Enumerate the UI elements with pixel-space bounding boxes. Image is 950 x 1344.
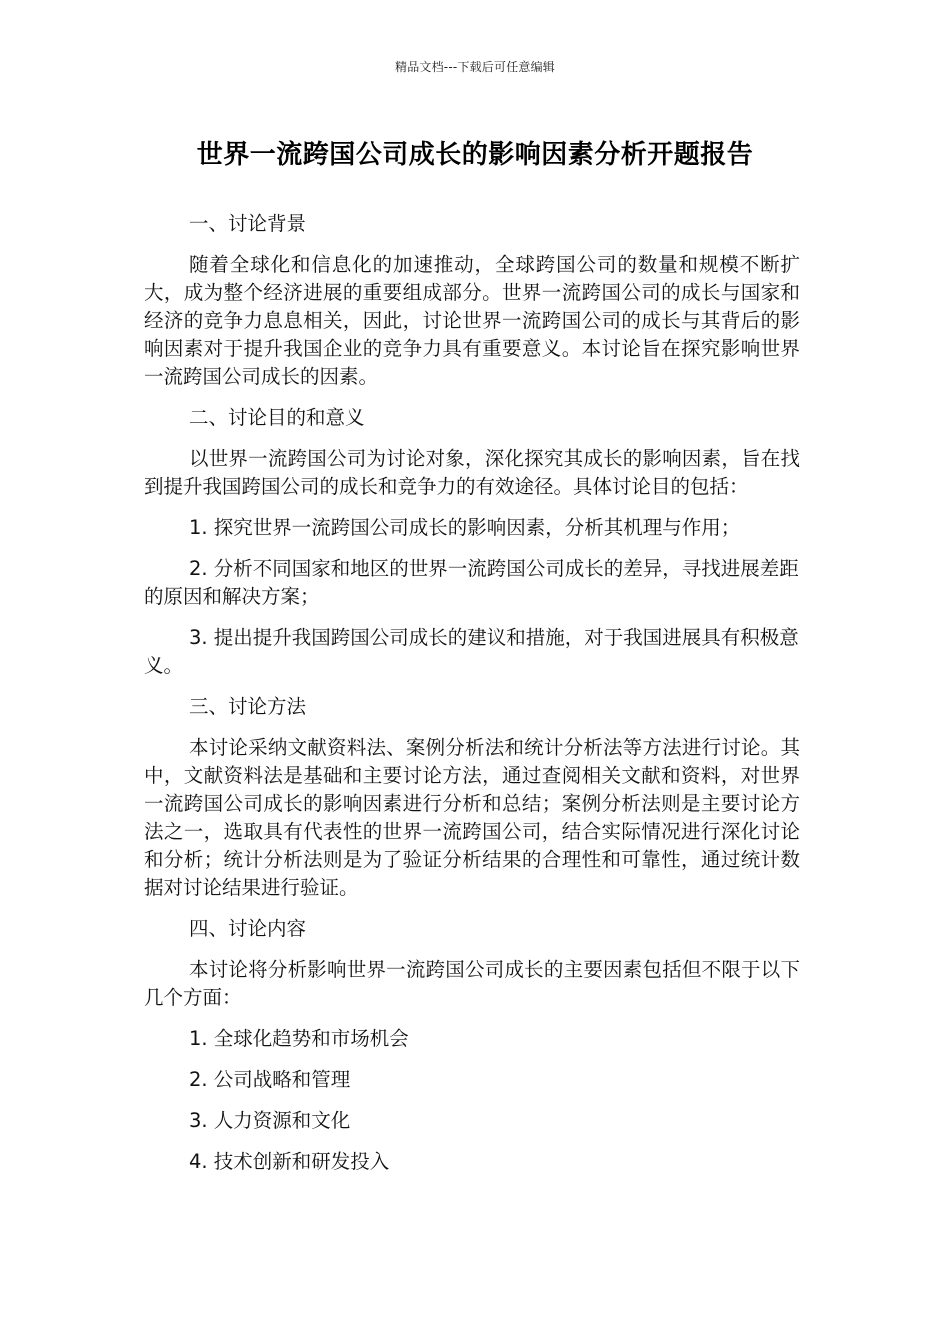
section-heading-content: 四、讨论内容 xyxy=(189,917,307,940)
document-title: 世界一流跨国公司成长的影响因素分析开题报告 xyxy=(196,140,754,170)
paragraph-content: 本讨论将分析影响世界一流跨国公司成长的主要因素包括但不限于以下几个方面： xyxy=(144,958,800,1009)
list-item: 2. 公司战略和管理 xyxy=(189,1068,351,1091)
list-item: 1. 探究世界一流跨国公司成长的影响因素，分析其机理与作用； xyxy=(189,516,741,539)
section-heading-purpose: 二、讨论目的和意义 xyxy=(189,406,365,429)
paragraph-purpose: 以世界一流跨国公司为讨论对象，深化探究其成长的影响因素，旨在找到提升我国跨国公司的成长和竞争力的有效途径。具体讨论目的包括： xyxy=(144,447,800,498)
list-item: 3. 提出提升我国跨国公司成长的建议和措施，对于我国进展具有积极意义。 xyxy=(144,626,799,677)
header-note: 精品文档---下载后可任意编辑 xyxy=(395,60,555,74)
list-item: 3. 人力资源和文化 xyxy=(189,1109,351,1132)
list-item: 1. 全球化趋势和市场机会 xyxy=(189,1027,409,1050)
section-heading-background: 一、讨论背景 xyxy=(189,212,307,235)
document-body xyxy=(144,210,800,1189)
section-heading-methods: 三、讨论方法 xyxy=(189,695,307,718)
list-item: 4. 技术创新和研发投入 xyxy=(189,1150,390,1173)
list-item: 2. 分析不同国家和地区的世界一流跨国公司成长的差异，寻找进展差距的原因和解决方案； xyxy=(144,557,799,608)
paragraph-background: 随着全球化和信息化的加速推动，全球跨国公司的数量和规模不断扩大，成为整个经济进展的重要组成部分。世界一流跨国公司的成长与国家和经济的竞争力息息相关，因此，讨论世界一流跨国公司的成长与其背后的影响因素对于提升我国企业的竞争力具有重要意义。本讨论旨在探究影响世界一流跨国公司成长的因素。 xyxy=(144,253,800,388)
paragraph-methods: 本讨论采纳文献资料法、案例分析法和统计分析法等方法进行讨论。其中，文献资料法是基础和主要讨论方法，通过查阅相关文献和资料，对世界一流跨国公司成长的影响因素进行分析和总结；案例分析法则是主要讨论方法之一，选取具有代表性的世界一流跨国公司，结合实际情况进行深化讨论和分析；统计分析法则是为了验证分析结果的合理性和可靠性，通过统计数据对讨论结果进行验证。 xyxy=(144,736,800,899)
